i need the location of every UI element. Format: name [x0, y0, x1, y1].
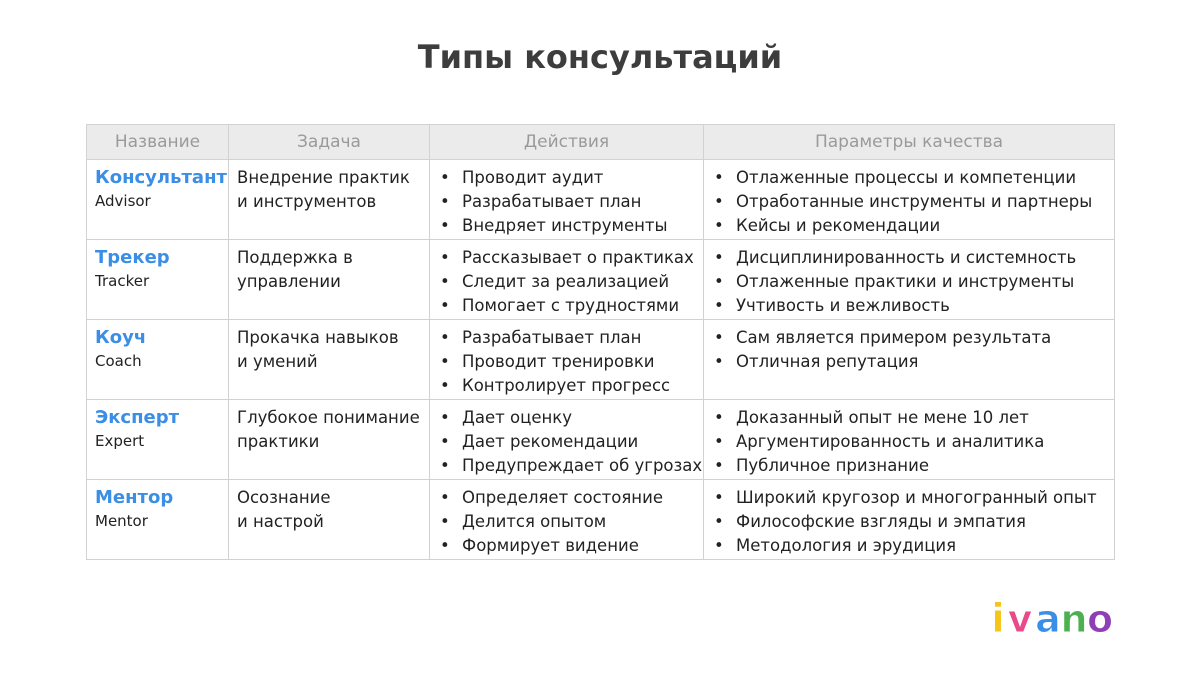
action-item: • Делится опытом: [438, 510, 695, 534]
quality-item: • Отличная репутация: [712, 350, 1106, 374]
actions-cell: [430, 160, 704, 240]
task-text: управлении: [237, 272, 341, 291]
action-item: • Предупреждает об угрозах: [438, 454, 695, 478]
action-item: • Дает рекомендации: [438, 430, 695, 454]
ivano-logo: [990, 588, 1120, 648]
actions-list: [438, 246, 695, 318]
column-header-name: Название: [87, 125, 229, 160]
task-cell: [229, 160, 430, 240]
actions-list: [438, 406, 703, 478]
quality-item: • Широкий кругозор и многогранный опыт: [712, 486, 1106, 510]
action-item: • Дает оценку: [438, 406, 695, 430]
role-name: Эксперт: [95, 407, 180, 428]
task-text: Осознание: [237, 488, 331, 507]
quality-item: • Публичное признание: [712, 454, 1106, 478]
page-title: Типы консультаций: [417, 38, 783, 76]
table-row: [87, 400, 1115, 480]
table-header-row: [87, 125, 1115, 160]
actions-cell: [430, 320, 704, 400]
action-item: • Внедряет инструменты: [438, 214, 695, 238]
table-row: [87, 240, 1115, 320]
quality-item: • Отработанные инструменты и партнеры: [712, 190, 1106, 214]
column-header-task: Задача: [229, 125, 430, 160]
logo-letter: o: [1086, 597, 1114, 641]
quality-item: • Кейсы и рекомендации: [712, 214, 1106, 238]
task-text: практики: [237, 432, 320, 451]
task-text: Внедрение практик: [237, 168, 410, 187]
consultation-types-table: [86, 124, 1115, 560]
action-item: • Проводит аудит: [438, 166, 695, 190]
logo-letter: v: [1007, 597, 1033, 641]
action-item: • Проводит тренировки: [438, 350, 695, 374]
quality-item: • Отлаженные процессы и компетенции: [712, 166, 1106, 190]
column-header-quality: Параметры качества: [704, 125, 1115, 160]
role-english-name: Tracker: [95, 272, 150, 290]
table-row: [87, 480, 1115, 560]
quality-item: • Отлаженные практики и инструменты: [712, 270, 1106, 294]
action-item: • Определяет состояние: [438, 486, 695, 510]
quality-list: [712, 326, 1106, 374]
task-cell: [229, 400, 430, 480]
role-english-name: Coach: [95, 352, 142, 370]
task-text: и настрой: [237, 512, 324, 531]
action-item: • Разрабатывает план: [438, 190, 695, 214]
quality-cell: [704, 480, 1115, 560]
actions-cell: [430, 240, 704, 320]
role-cell: [87, 240, 229, 320]
task-cell: [229, 240, 430, 320]
task-text: Глубокое понимание: [237, 408, 420, 427]
quality-list: [712, 486, 1106, 558]
role-name: Трекер: [95, 247, 170, 268]
role-cell: [87, 400, 229, 480]
role-english-name: Advisor: [95, 192, 151, 210]
quality-item: • Дисциплинированность и системность: [712, 246, 1106, 270]
actions-cell: [430, 480, 704, 560]
action-item: • Формирует видение: [438, 534, 695, 558]
logo-letter: n: [1060, 597, 1088, 641]
actions-cell: [430, 400, 704, 480]
logo-letter: i: [991, 596, 1005, 642]
task-cell: [229, 480, 430, 560]
column-header-actions: Действия: [430, 125, 704, 160]
quality-list: [712, 246, 1106, 318]
quality-cell: [704, 320, 1115, 400]
logo-letter: a: [1035, 597, 1061, 641]
quality-item: • Сам является примером результата: [712, 326, 1106, 350]
action-item: • Помогает с трудностями: [438, 294, 695, 318]
actions-list: [438, 486, 695, 558]
role-cell: [87, 480, 229, 560]
quality-cell: [704, 160, 1115, 240]
table-row: [87, 160, 1115, 240]
role-name: Коуч: [95, 327, 147, 348]
task-text: Поддержка в: [237, 248, 353, 267]
quality-list: [712, 166, 1106, 238]
role-cell: [87, 320, 229, 400]
task-cell: [229, 320, 430, 400]
quality-item: • Учтивость и вежливость: [712, 294, 1106, 318]
role-name: Консультант: [95, 167, 227, 188]
role-cell: [87, 160, 229, 240]
quality-item: • Доказанный опыт не мене 10 лет: [712, 406, 1106, 430]
quality-item: • Философские взгляды и эмпатия: [712, 510, 1106, 534]
action-item: • Рассказывает о практиках: [438, 246, 695, 270]
quality-list: [712, 406, 1106, 478]
task-text: и умений: [237, 352, 318, 371]
role-english-name: Mentor: [95, 512, 148, 530]
quality-cell: [704, 400, 1115, 480]
actions-list: [438, 326, 695, 398]
action-item: • Контролирует прогресс: [438, 374, 695, 398]
actions-list: [438, 166, 695, 238]
role-english-name: Expert: [95, 432, 145, 450]
role-name: Ментор: [95, 487, 174, 508]
action-item: • Следит за реализацией: [438, 270, 695, 294]
quality-item: • Аргументированность и аналитика: [712, 430, 1106, 454]
action-item: • Разрабатывает план: [438, 326, 695, 350]
quality-cell: [704, 240, 1115, 320]
table-row: [87, 320, 1115, 400]
task-text: и инструментов: [237, 192, 377, 211]
task-text: Прокачка навыков: [237, 328, 399, 347]
quality-item: • Методология и эрудиция: [712, 534, 1106, 558]
